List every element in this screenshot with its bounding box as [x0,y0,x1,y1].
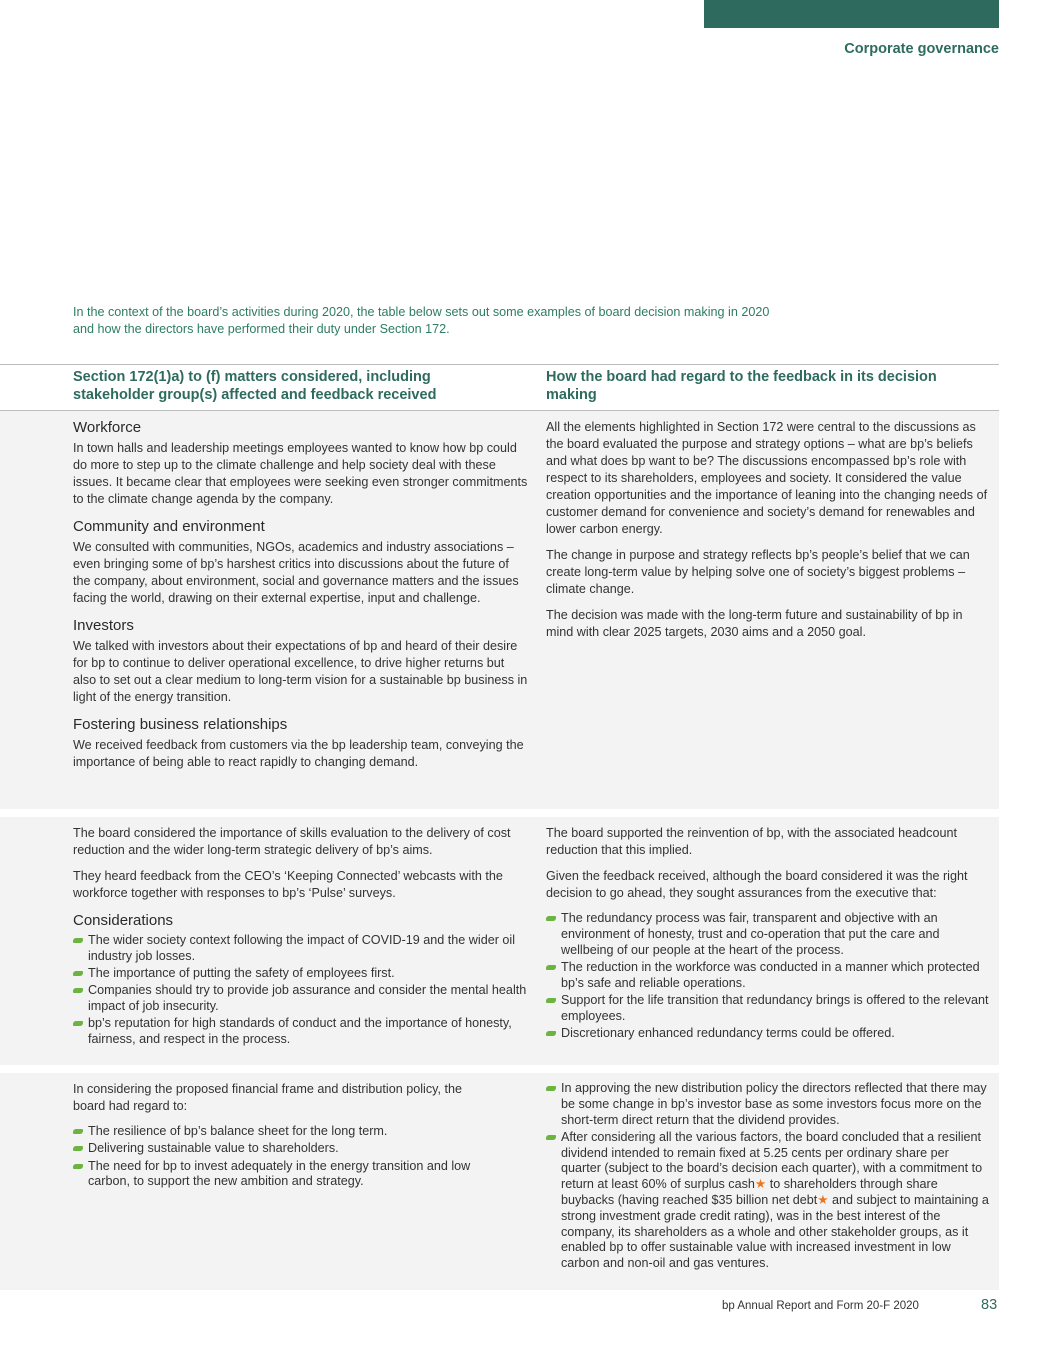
row2-left-p2: They heard feedback from the CEO’s ‘Keeping Connected’ webcasts with the workforce together with responses to bp’s ‘Pulse’ surveys. [73,869,503,900]
community-heading: Community and environment [73,518,265,535]
list-item: Support for the life transition that redundancy brings is offered to the relevant employees. [546,993,992,1025]
row1-left-cell [73,416,529,780]
bullet-leaf-icon [546,965,556,970]
bullet-leaf-icon [73,1164,83,1169]
investors-heading: Investors [73,617,134,634]
row2-right-p2: Given the feedback received, although the board considered it was the right decision to go ahead, they sought assurances from the executive that: [546,869,968,900]
list-item: Delivering sustainable value to shareholders. [73,1141,529,1157]
regard-list [73,1124,529,1190]
list-item: Companies should try to provide job assurance and consider the mental health impact of job insecurity. [73,983,529,1015]
list-item: The resilience of bp’s balance sheet for the long term. [73,1124,529,1140]
list-item: The need for bp to invest adequately in the energy transition and low carbon, to support the new ambition and strategy. [73,1159,513,1191]
workforce-heading: Workforce [73,419,142,436]
star-icon: ★ [817,1193,829,1208]
page-number: 83 [981,1297,998,1313]
row2-left-p1: The board considered the importance of skills evaluation to the delivery of cost reduction and the wider long-term strategic delivery of bp’s aims. [73,826,511,857]
table-header-left: Section 172(1)a) to (f) matters considered, including stakeholder group(s) affected and feedback received [73,369,437,403]
bullet-leaf-icon [73,1146,83,1151]
bullet-leaf-icon [73,1129,83,1134]
bullet-leaf-icon [73,988,83,993]
row1-right-p3: The decision was made with the long-term future and sustainability of bp in mind with clear 2025 targets, 2030 aims and a 2050 goal. [546,608,963,639]
header-accent-bar [704,0,999,28]
row1-right-p2: The change in purpose and strategy reflects bp’s people’s belief that we can create long-term value by helping solve one of society’s biggest problems – climate change. [546,548,970,596]
footer-report-title: bp Annual Report and Form 20-F 2020 [722,1300,919,1312]
row1-right-p1: All the elements highlighted in Section 172 were central to the discussions as the board evaluated the purpose and strategy options – what are bp’s beliefs and what does bp want to be? The discussions encompassed bp’s role with respect to its shareholders, employees and society. It considered the value creation opportunities and the importance of leaning into the changing needs of customer demand for convenience and society’s demand for renewables and lower carbon energy. [546,420,988,536]
fostering-text: We received feedback from customers via the bp leadership team, conveying the importance of being able to react rapidly to changing demand. [73,738,524,769]
list-item: After considering all the various factors, the board concluded that a resilient dividend intended to remain fixed at 5.25 cents per ordinary share per quarter (subject to the board’s decision each quarter), with a commitment to return at least 60% of surplus cash★ to shareholders through share buybacks (having reached $35 billion net debt★ and subject to maintaining a strong investment grade credit rating), was in the best interest of the company, its shareholders as a whole and other stakeholder groups, as it enabled bp to offer sustainable value with increased investment in low carbon and non-oil and gas ventures. [546,1130,992,1272]
table-row [0,1073,999,1290]
assurances-list [546,911,992,1042]
distribution-list [546,1081,992,1272]
list-item: The reduction in the workforce was conducted in a manner which protected bp’s safe and reliable operations. [546,960,992,992]
row3-left-p1: In considering the proposed financial frame and distribution policy, the board had regard to: [73,1082,463,1113]
section-title: Corporate governance [844,41,999,57]
list-item: Discretionary enhanced redundancy terms could be offered. [546,1026,992,1042]
star-icon: ★ [754,1177,767,1192]
bullet-leaf-icon [546,998,556,1003]
row2-right-p1: The board supported the reinvention of bp, with the associated headcount reduction that this implied. [546,826,957,857]
list-item: The importance of putting the safety of employees first. [73,966,529,982]
considerations-heading: Considerations [73,912,174,929]
bullet-leaf-icon [546,1135,556,1140]
investors-text: We talked with investors about their expectations of bp and heard of their desire for bp to continue to deliver operational excellence, to drive higher returns but also to set out a clear medium to long-term vision for a sustainable bp business in light of the energy transition. [73,639,528,704]
row1-right-cell [546,419,992,650]
table-row [0,411,999,809]
list-item: The redundancy process was fair, transparent and objective with an environment of honesty, trust and co-operation that put the care and wellbeing of our people at the heart of the process. [546,911,992,958]
row3-right-cell [546,1081,992,1281]
intro-paragraph: In the context of the board’s activities during 2020, the table below sets out some examples of board decision making in 2020 and how the directors have performed their duty under Section 172. [73,305,770,336]
row3-left-cell [73,1081,529,1199]
table-row [0,817,999,1065]
community-text: We consulted with communities, NGOs, academics and industry associations – even bringing some of bp’s harshest critics into discussions about the future of the company, about environment, social and governance matters and the issues facing the world, drawing on their external expertise, input and challenge. [73,540,519,605]
considerations-list [73,933,529,1048]
section-172-table [0,364,999,1290]
table-header-right: How the board had regard to the feedback in its decision making [546,369,937,403]
fostering-heading: Fostering business relationships [73,716,288,733]
list-item: The wider society context following the impact of COVID-19 and the wider oil industry job losses. [73,933,529,965]
bullet-leaf-icon [546,1086,556,1091]
bullet-leaf-icon [73,1021,83,1026]
row2-left-cell [73,825,529,1057]
table-header [0,364,999,411]
list-item: bp’s reputation for high standards of conduct and the importance of honesty, fairness, and respect in the process. [73,1016,529,1048]
bullet-leaf-icon [73,938,83,943]
bullet-leaf-icon [73,971,83,976]
list-item: In approving the new distribution policy the directors reflected that there may be some change in bp’s investor base as some investors focus more on the short-term direct return that the dividend provides. [546,1081,992,1128]
row2-right-cell [546,825,992,1051]
bullet-leaf-icon [546,916,556,921]
bullet-leaf-icon [546,1031,556,1036]
workforce-text: In town halls and leadership meetings employees wanted to know how bp could do more to step up to the climate challenge and help society deal with these issues. It became clear that employees were seeking even stronger commitments to the climate change agenda by the company. [73,441,528,506]
